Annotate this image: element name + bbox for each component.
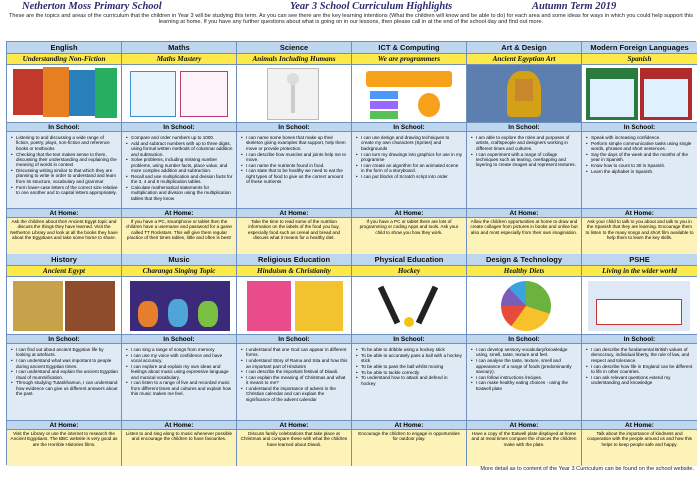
at-home-text: If you have a PC, smartphone or tablet then the children have a username and password for a game called TT Rockstars. This will give them regular practice of their times tables, little and often is best! <box>122 218 236 254</box>
diwali-image <box>237 277 351 335</box>
subject-column-modern-foreign-languages <box>582 42 697 254</box>
intro-text: These are the topics and areas of the curriculum that the children in Year 3 will be studying this term. As you can see there are the key learning intentions (What the children will know and be able to do) for each area and some ideas for ways in which you could help support this learning at home. If you have any further questions about what is going on in our lessons, then please call in at the end of the school day and find out more. <box>8 13 694 26</box>
at-home-label: At Home: <box>122 209 236 218</box>
topic-title: Living in the wider world <box>582 266 697 277</box>
list-item: • I can follow instructions /recipes. <box>471 375 578 380</box>
list-item: • Speak with increasing confidence. <box>586 135 694 140</box>
topic-title: Understanding Non-Fiction <box>7 54 121 65</box>
at-home-label: At Home: <box>582 421 697 430</box>
in-school-label: In School: <box>467 123 581 132</box>
in-school-label: In School: <box>352 123 466 132</box>
spanish-days-image <box>582 65 697 123</box>
curriculum-row-1 <box>7 42 695 254</box>
list-item: • I understand that one God can appear in different forms. <box>241 347 348 358</box>
topic-title: Ancient Egypt <box>7 266 121 277</box>
school-name: Netherton Moss Primary School <box>22 1 162 12</box>
subject-title: Maths <box>122 42 236 54</box>
list-item: • I can describe the fundamental British values of democracy, individual liberty, the rule of law, and respect and tolerance. <box>586 347 694 363</box>
curriculum-row-2 <box>7 254 695 466</box>
topic-title: Spanish <box>582 54 697 65</box>
at-home-label: At Home: <box>352 209 466 218</box>
at-home-label: At Home: <box>122 421 236 430</box>
topic-title: Hinduism & Christianity <box>237 266 351 277</box>
subject-column-maths <box>122 42 237 254</box>
at-home-label: At Home: <box>467 421 581 430</box>
subject-column-music <box>122 254 237 466</box>
list-item: • I can experiment with a range of collage techniques such as tearing, overlapping and layering to create images and represent textures. <box>471 152 578 168</box>
subject-column-history <box>7 254 122 466</box>
subject-column-physical-education <box>352 254 467 466</box>
list-item: • To be able to accurately pass a ball with a hockey stick <box>356 353 463 364</box>
in-school-list <box>237 132 351 209</box>
egypt-books-image <box>7 277 121 335</box>
british-values-image <box>582 277 697 335</box>
list-item: • I can develop sensory vocabulary/knowledge using, smell, taste, texture and feel. <box>471 347 578 358</box>
in-school-label: In School: <box>237 123 351 132</box>
list-item: • Checking that the text makes sense to them, discussing their understanding and explaining the meaning of words in context <box>11 152 118 168</box>
at-home-label: At Home: <box>237 421 351 430</box>
at-home-text: Discuss family celebrations that take place at Christmas and compare these with what the children have learned about Diwali. <box>237 430 351 466</box>
list-item: • I can explore and explain my own ideas and feelings about music using expressive language and musical vocabulary. <box>126 364 233 380</box>
at-home-text: Talk about the importance of kindness and cooperation with the people around us and how this helps to keep people safe and happy. <box>582 430 697 466</box>
in-school-list <box>467 344 581 421</box>
at-home-label: At Home: <box>7 421 121 430</box>
in-school-list <box>237 344 351 421</box>
list-item: • Listening to and discussing a wide range of fiction, poetry, plays, non-fiction and reference books or textbooks <box>11 135 118 151</box>
book-covers-image <box>7 65 121 123</box>
in-school-label: In School: <box>582 123 697 132</box>
subject-title: Modern Foreign Languages <box>582 42 697 54</box>
at-home-text: Take the time to read some of the nutrition information on the labels of the food you buy, especially food such as cereal and bread and discuss what it means for a healthy diet. <box>237 218 351 254</box>
at-home-label: At Home: <box>467 209 581 218</box>
list-item: • I can use my voice with confidence and have vocal accuracy. <box>126 353 233 364</box>
in-school-label: In School: <box>582 335 697 344</box>
list-item: • Calculate mathematical statements for multiplication and division using the multiplication tables that they know <box>126 185 233 201</box>
list-item: • I can understand what was important to people during ancient Egyptian times. <box>11 358 118 369</box>
list-item: • I can use design and drawing techniques to create my own characters (Sprites) and backgrounds <box>356 135 463 151</box>
in-school-label: In School: <box>352 335 466 344</box>
in-school-label: In School: <box>7 335 121 344</box>
music-world-image <box>122 277 236 335</box>
list-item: • I can name the nutrients found in food. <box>241 163 348 168</box>
topic-title: Animals Including Humans <box>237 54 351 65</box>
subject-column-design-technology <box>467 254 582 466</box>
list-item: • Perform simple communicative tasks using single words, phrases and short sentences. <box>586 141 694 152</box>
topic-title: Healthy Diets <box>467 266 581 277</box>
list-item: • Compare and order numbers up to 1000. <box>126 135 233 140</box>
curriculum-grid <box>6 41 696 465</box>
list-item: • I can turn my drawings into graphics for use in my programme <box>356 152 463 163</box>
list-item: • Through studying Tutankhamun, I can understand how evidence can give us different answers about the past. <box>11 380 118 396</box>
term-label: Autumn Term 2019 <box>532 1 617 12</box>
subject-title: English <box>7 42 121 54</box>
subject-title: Art & Design <box>467 42 581 54</box>
topic-title: Charanga Singing Topic <box>122 266 236 277</box>
at-home-text: Ask the children about their Ancient Egypt topic and discuss the things they have learned. Visit the Netherton Library and look at all the books they have about the Egyptians and take some home to share. <box>7 218 121 254</box>
in-school-list <box>122 132 236 209</box>
in-school-list <box>582 132 697 209</box>
scratch-image <box>352 65 466 123</box>
list-item: • Know how to count to 30 in Spanish. <box>586 163 694 168</box>
in-school-label: In School: <box>467 335 581 344</box>
list-item: • I can describe the important festival of Diwali. <box>241 369 348 374</box>
list-item: • Form lower-case letters of the correct size relative to one another and to capital letters appropriately. <box>11 185 118 196</box>
at-home-text: Encourage the children to engage in opportunities for outdoor play. <box>352 430 466 466</box>
page-header <box>0 0 700 13</box>
in-school-list <box>467 132 581 209</box>
in-school-label: In School: <box>7 123 121 132</box>
list-item: • I can describe how muscles and joints help me to move. <box>241 152 348 163</box>
subject-column-pshe <box>582 254 697 466</box>
subject-column-art-design <box>467 42 582 254</box>
hockey-image <box>352 277 466 335</box>
at-home-label: At Home: <box>582 209 697 218</box>
at-home-text: Listen to and sing along to music whenever possible and encourage the children to have favourites. <box>122 430 236 466</box>
list-item: • I can understand and explain the ancient Egyptian ritual of mummification. <box>11 369 118 380</box>
list-item: • Solve problems, including missing number problems, using number facts, place value, and more complex addition and subtraction. <box>126 157 233 173</box>
subject-title: Religious Education <box>237 254 351 266</box>
subject-title: Physical Education <box>352 254 466 266</box>
at-home-label: At Home: <box>352 421 466 430</box>
in-school-list <box>7 344 121 421</box>
subject-title: ICT & Computing <box>352 42 466 54</box>
list-item: • I can state that to be healthy we need to eat the right types of food to give us the correct amount of these nutrients <box>241 168 348 184</box>
subject-title: Design & Technology <box>467 254 581 266</box>
topic-title: Ancient Egyptian Art <box>467 54 581 65</box>
list-item: • I understand the importance of advent in the Christian calendar and can explain the significance of the advent calendar <box>241 386 348 402</box>
subject-title: PSHE <box>582 254 697 266</box>
at-home-text: Visit the Library or use the internet to research the Ancient Egyptians. The BBC website is very good as are the Horrible Histories films. <box>7 430 121 466</box>
list-item: • To understand how to attack and defend in hockey <box>356 375 463 386</box>
list-item: • I can listen to a range of live and recorded music from different times and cultures and explain how this music makes me feel. <box>126 380 233 396</box>
list-item: • I can describe how life in England can be different to life in other countries. <box>586 364 694 375</box>
skeleton-image <box>237 65 351 123</box>
column-addition-image <box>122 65 236 123</box>
in-school-list <box>7 132 121 209</box>
topic-title: We are programmers <box>352 54 466 65</box>
page-title: Year 3 School Curriculum Highlights <box>290 1 453 12</box>
at-home-text: Have a copy of the Eatwell plate displayed at home and at meal times compare the choices the children make with the plate. <box>467 430 581 466</box>
list-item: • I can name some bones that make up their skeleton giving examples that support, help them move or provide protection. <box>241 135 348 151</box>
in-school-label: In School: <box>122 123 236 132</box>
list-item: • I can create an algorithm for an animated scene in the form of a storyboard. <box>356 163 463 174</box>
at-home-text: Ask your child to talk to you about and talk to you in the Spanish that they are learning. Encourage them to listen to the many songs and short film available to help them to learn the key skills. <box>582 218 697 254</box>
list-item: • Discussing writing similar to that which they are planning to write in order to understand and learn from its structure, vocabulary and grammar <box>11 168 118 184</box>
topic-title: Hockey <box>352 266 466 277</box>
list-item: • I can find out about ancient Egyptian life by looking at artefacts. <box>11 347 118 358</box>
list-item: • I can ask relevant questions extend my understanding and knowledge <box>586 375 694 386</box>
list-item: • I can sing a range of songs from memory <box>126 347 233 352</box>
subject-column-ict-computing <box>352 42 467 254</box>
list-item: • I can explain the meaning of Christmas and what it means to me? <box>241 375 348 386</box>
list-item: • To be able to dribble using a hockey stick <box>356 347 463 352</box>
in-school-label: In School: <box>237 335 351 344</box>
in-school-list <box>352 344 466 421</box>
in-school-list <box>352 132 466 209</box>
subject-column-religious-education <box>237 254 352 466</box>
in-school-label: In School: <box>122 335 236 344</box>
list-item: • I can analyse the taste, texture, smell and appearance of a range of foods (predominantly savoury). <box>471 358 578 374</box>
topic-title: Maths Mastery <box>122 54 236 65</box>
egyptian-mask-image <box>467 65 581 123</box>
at-home-label: At Home: <box>7 209 121 218</box>
subject-title: Music <box>122 254 236 266</box>
subject-title: Science <box>237 42 351 54</box>
list-item: • Say the days of the week and the months of the year in Spanish. <box>586 152 694 163</box>
list-item: • To be able to tackle correctly <box>356 370 463 375</box>
list-item: • I am able to explore the roles and purposes of artists, craftspeople and designers working in different times and cultures. <box>471 135 578 151</box>
list-item: • I can make healthy eating choices - using the Eatwell plate <box>471 380 578 391</box>
list-item: • Learn the alphabet in Spanish. <box>586 169 694 174</box>
list-item: • Add and subtract numbers with up to three digits, using formal written methods of columnar addition and subtraction. <box>126 141 233 157</box>
subject-column-science <box>237 42 352 254</box>
list-item: • Recall and use multiplication and division facts for the 3, 4 and 8 multiplication tables. <box>126 174 233 185</box>
footer-note: More detail as to content of the Year 3 Curriculum can be found on the school website. <box>480 466 694 472</box>
subject-column-english <box>7 42 122 254</box>
at-home-label: At Home: <box>237 209 351 218</box>
at-home-text: Allow the children opportunities at home to draw and create collages from pictures in books and online but also and most especially from their own imagination. <box>467 218 581 254</box>
list-item: • I can put blocks of Scratch script into order <box>356 174 463 179</box>
eatwell-image <box>467 277 581 335</box>
subject-title: History <box>7 254 121 266</box>
in-school-list <box>122 344 236 421</box>
list-item: • I understand Story of Rama and Sita and how this an important part of Hinduism <box>241 358 348 369</box>
list-item: • To be able to pass the ball whilst moving <box>356 364 463 369</box>
in-school-list <box>582 344 697 421</box>
at-home-text: If you have a PC or tablet there are lots of programming or coding Apps and tools. Ask your child to show you how they work. <box>352 218 466 254</box>
